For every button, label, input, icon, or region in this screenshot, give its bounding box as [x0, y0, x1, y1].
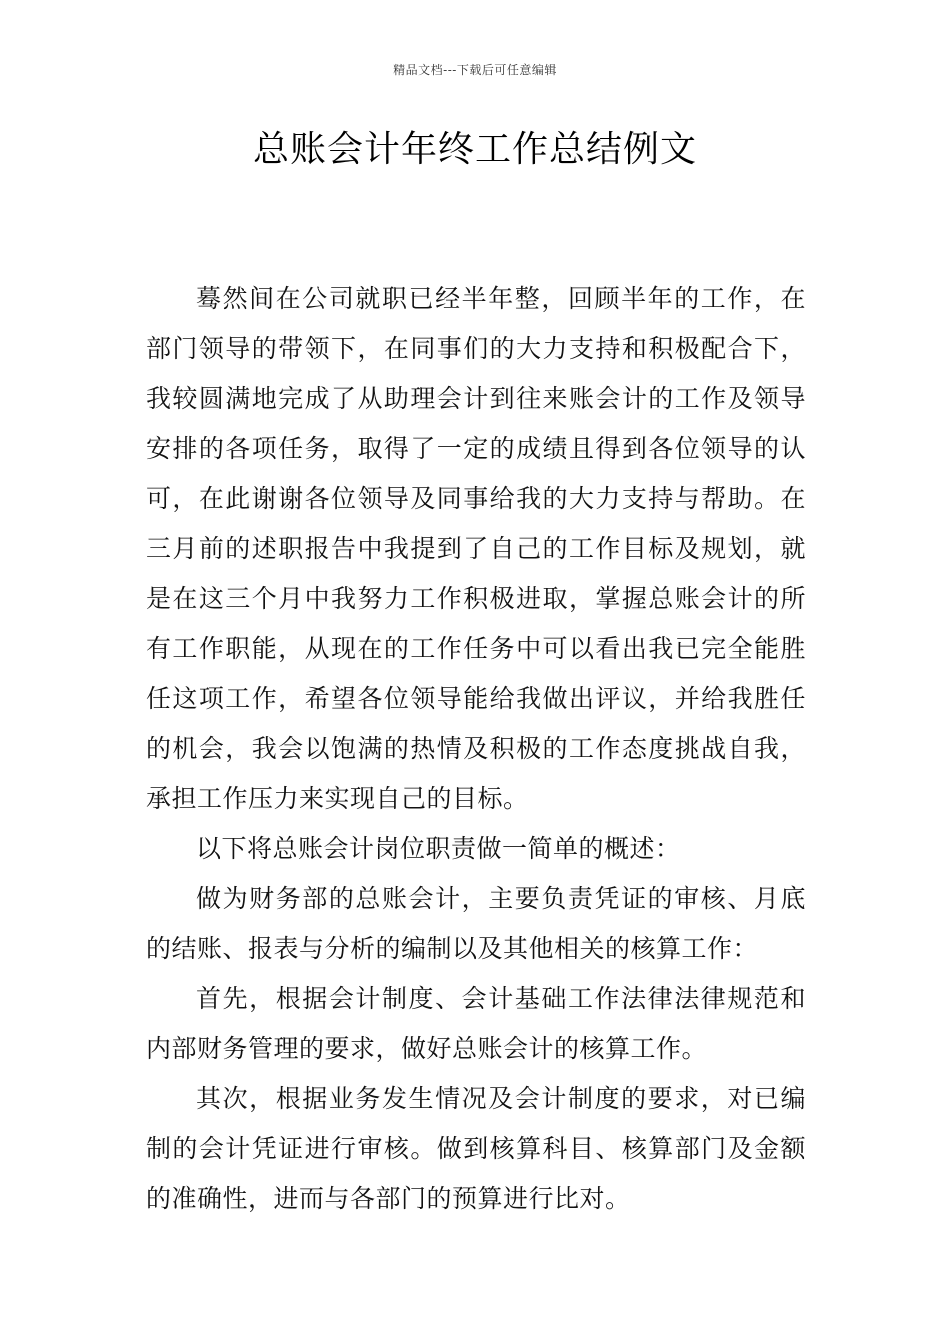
body-paragraph-1: 蓦然间在公司就职已经半年整，回顾半年的工作，在部门领导的带领下，在同事们的大力支持和积极配合下，我较圆满地完成了从助理会计到往来账会计的工作及领导安排的各项任务，取得了一定的成绩且得到各位领导的认可，在此谢谢各位领导及同事给我的大力支持与帮助。在三月前的述职报告中我提到了自己的工作目标及规划，就是在这三个月中我努力工作积极进取，掌握总账会计的所有工作职能，从现在的工作任务中可以看出我已完全能胜任这项工作，希望各位领导能给我做出评议，并给我胜任的机会，我会以饱满的热情及积极的工作态度挑战自我，承担工作压力来实现自己的目标。: [146, 284, 806, 813]
body-paragraph-4: 首先，根据会计制度、会计基础工作法律法律规范和内部财务管理的要求，做好总账会计的核算工作。: [146, 984, 806, 1063]
body-paragraph-2: 以下将总账会计岗位职责做一简单的概述：: [196, 834, 681, 863]
header-note: 精品文档---下载后可任意编辑: [393, 63, 557, 77]
body-paragraph-5: 其次，根据业务发生情况及会计制度的要求，对已编制的会计凭证进行审核。做到核算科目、核算部门及金额的准确性，进而与各部门的预算进行比对。: [146, 1084, 806, 1213]
body-paragraph-3: 做为财务部的总账会计，主要负责凭证的审核、月底的结账、报表与分析的编制以及其他相关的核算工作：: [146, 884, 806, 963]
document-title: 总账会计年终工作总结例文: [252, 129, 697, 170]
document-body: [146, 274, 806, 1224]
